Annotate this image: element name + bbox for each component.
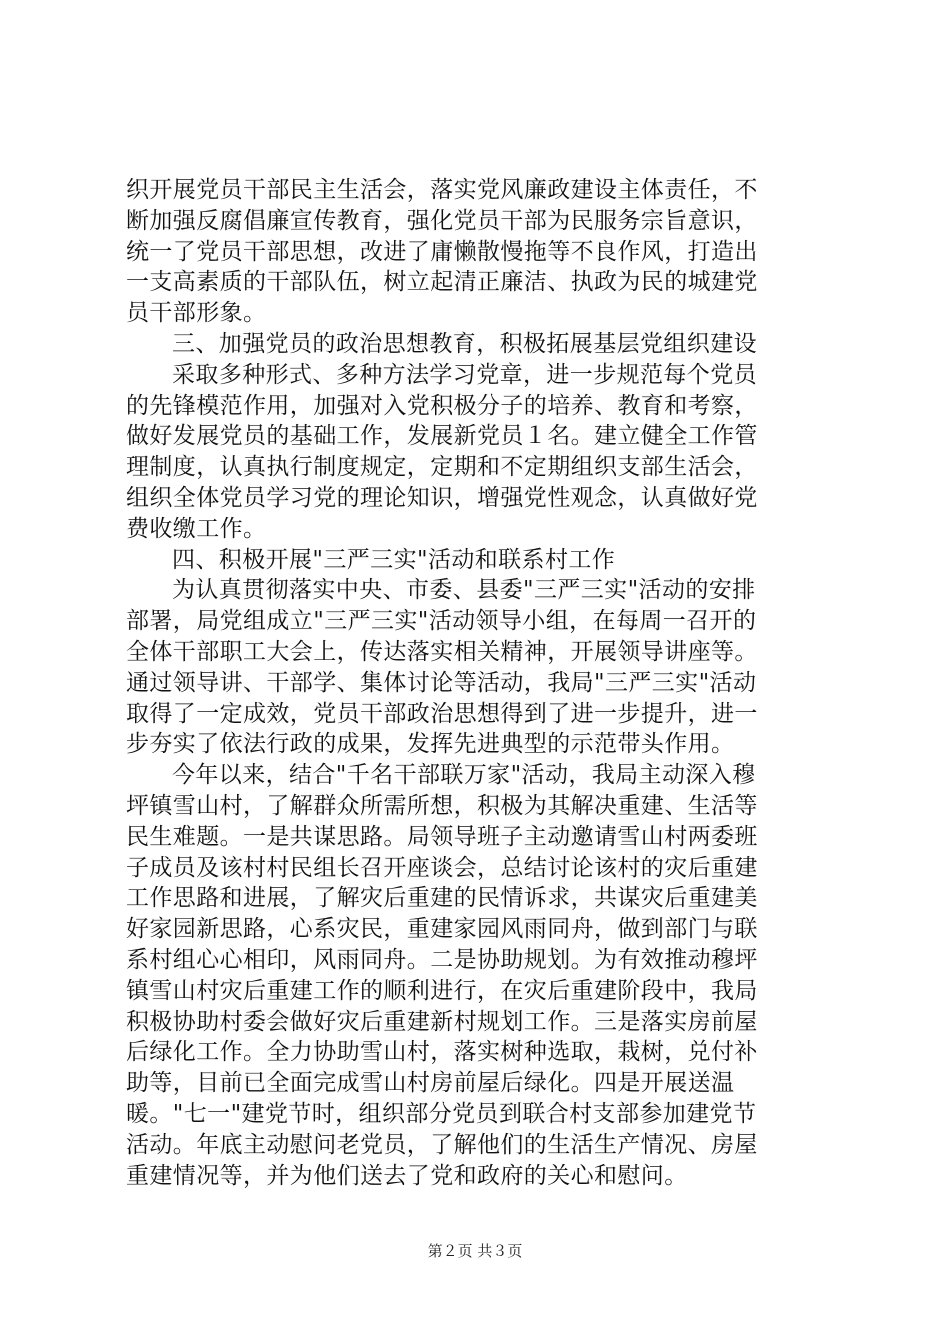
text-line: 断加强反腐倡廉宣传教育，强化党员干部为民服务宗旨意识， — [126, 207, 758, 234]
text-line: 工作思路和进展，了解灾后重建的民情诉求，共谋灾后重建美 — [126, 885, 758, 912]
text-line: 步夯实了依法行政的成果，发挥先进典型的示范带头作用。 — [126, 731, 735, 758]
text-line: 做好发展党员的基础工作，发展新党员１名。建立健全工作管 — [126, 423, 758, 450]
text-line: 民生难题。一是共谋思路。局领导班子主动邀请雪山村两委班 — [126, 823, 758, 850]
text-line: 员干部形象。 — [126, 300, 267, 327]
text-line: 好家园新思路，心系灾民，重建家园风雨同舟，做到部门与联 — [126, 916, 758, 943]
paragraph-start-line: 今年以来，结合"千名干部联万家"活动，我局主动深入穆 — [172, 762, 756, 789]
text-line: 全体干部职工大会上，传达落实相关精神，开展领导讲座等。 — [126, 638, 758, 665]
paragraph-start-line: 四、积极开展"三严三实"活动和联系村工作 — [172, 546, 616, 573]
text-line: 组织全体党员学习党的理论知识，增强党性观念，认真做好党 — [126, 484, 758, 511]
page-footer: 第２页 共３页 — [427, 1242, 523, 1260]
text-line: 坪镇雪山村，了解群众所需所想，积极为其解决重建、生活等 — [126, 792, 758, 819]
text-line: 理制度，认真执行制度规定，定期和不定期组织支部生活会， — [126, 454, 758, 481]
text-line: 活动。年底主动慰问老党员，了解他们的生活生产情况、房屋 — [126, 1131, 758, 1158]
paragraph-start-line: 为认真贯彻落实中央、市委、县委"三严三实"活动的安排 — [172, 577, 756, 604]
text-line: 取得了一定成效，党员干部政治思想得到了进一步提升，进一 — [126, 700, 758, 727]
text-line: 统一了党员干部思想，改进了庸懒散慢拖等不良作风，打造出 — [126, 238, 758, 265]
text-line: 子成员及该村村民组长召开座谈会，总结讨论该村的灾后重建 — [126, 854, 758, 881]
text-line: 积极协助村委会做好灾后重建新村规划工作。三是落实房前屋 — [126, 1008, 758, 1035]
text-line: 助等，目前已全面完成雪山村房前屋后绿化。四是开展送温 — [126, 1070, 735, 1097]
text-line: 后绿化工作。全力协助雪山村，落实树种选取，栽树，兑付补 — [126, 1039, 758, 1066]
text-line: 一支高素质的干部队伍，树立起清正廉洁、执政为民的城建党 — [126, 269, 758, 296]
text-line: 镇雪山村灾后重建工作的顺利进行，在灾后重建阶段中，我局 — [126, 977, 758, 1004]
paragraph-start-line: 三、加强党员的政治思想教育，积极拓展基层党组织建设 — [172, 330, 757, 357]
text-line: 重建情况等，并为他们送去了党和政府的关心和慰问。 — [126, 1162, 688, 1189]
text-line: 费收缴工作。 — [126, 515, 267, 542]
text-line: 通过领导讲、干部学、集体讨论等活动，我局"三严三实"活动 — [126, 669, 757, 696]
text-line: 的先锋模范作用，加强对入党积极分子的培养、教育和考察， — [126, 392, 758, 419]
text-line: 系村组心心相印，风雨同舟。二是协助规划。为有效推动穆坪 — [126, 946, 758, 973]
text-line: 部署，局党组成立"三严三实"活动领导小组，在每周一召开的 — [126, 608, 757, 635]
paragraph-start-line: 采取多种形式、多种方法学习党章，进一步规范每个党员 — [172, 361, 757, 388]
document-body — [126, 175, 838, 1191]
text-line: 暖。"七一"建党节时，组织部分党员到联合村支部参加建党节 — [126, 1100, 757, 1127]
text-line: 织开展党员干部民主生活会，落实党风廉政建设主体责任，不 — [126, 177, 758, 203]
